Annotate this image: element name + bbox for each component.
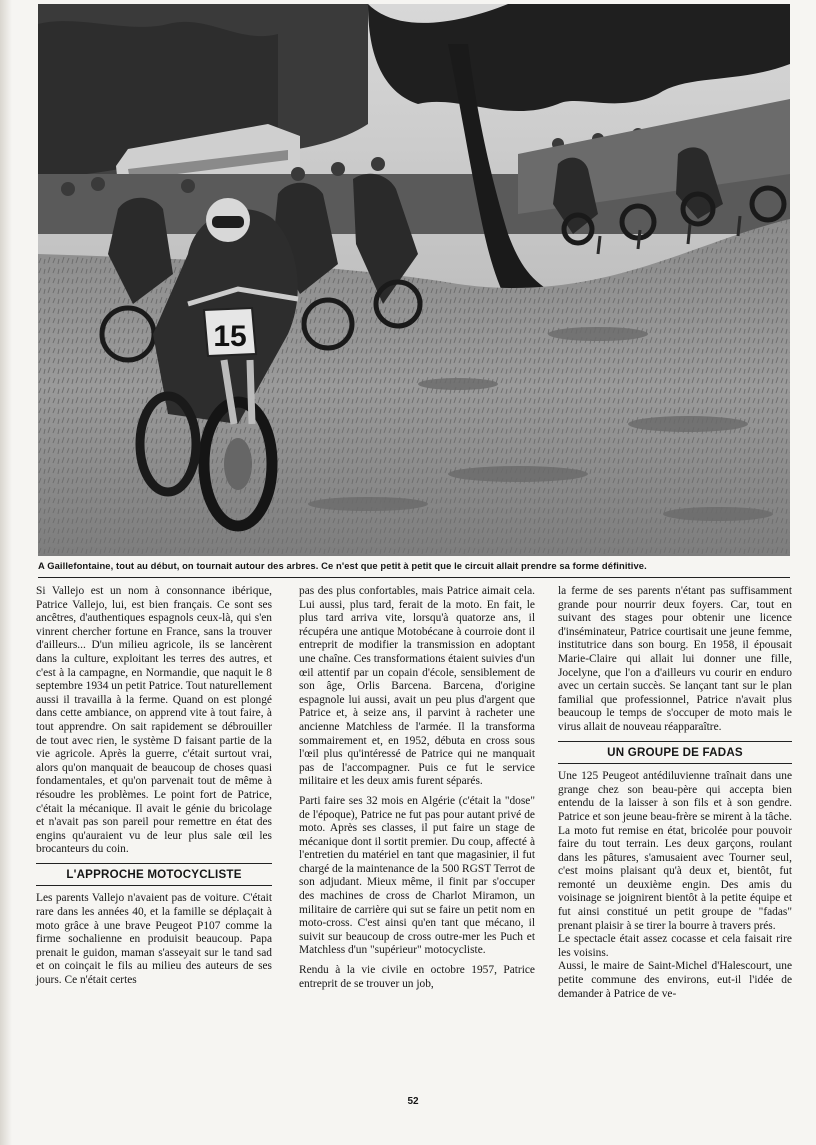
bib-number: 15 bbox=[213, 320, 247, 353]
caption-divider bbox=[38, 577, 790, 578]
page-edge bbox=[0, 0, 12, 1145]
paragraph: Le spectacle était assez cocasse et cela faisait rire les voisins. bbox=[558, 933, 792, 959]
motocross-photo bbox=[38, 4, 790, 556]
paragraph: Aussi, le maire de Saint-Michel d'Halescourt, une petite commune des environs, eut-il l'idée de demander à Patrice de ve- bbox=[558, 960, 792, 1000]
photo-caption: A Gaillefontaine, tout au début, on tournait autour des arbres. Ce n'est que petit à petit que le circuit allait prendre sa forme définitive. bbox=[38, 560, 647, 571]
article-column-1 bbox=[36, 585, 272, 988]
page-number: 52 bbox=[407, 1096, 419, 1107]
paragraph: Parti faire ses 32 mois en Algérie (c'était la "dose" de l'époque), Patrice ne fut pas pour autant privé de moto. Après ses classes, il put faire un stage de mécanique dont il sortit premier. Du coup, affecté à l'entretien du matériel en tant que magasinier, il fut chargé de la maintenance de la 500 RGST Terrot de son adjudant. Mieux même, il finit par s'occuper des machines de cross de Charlot Miramon, un militaire de carrière qui sut se faire un petit nom en moto-cross. C'est ainsi qu'en tant que mécano, il suivit sur beaucoup de cross outre-mer les Puch et Matchless d'un "supérieur" motocycliste. bbox=[299, 794, 535, 957]
article-column-3 bbox=[558, 585, 792, 1001]
paragraph: Une 125 Peugeot antédiluvienne traînait dans une grange chez son beau-père qui accepta bien entendu de la laisser à son fils et à son gendre. Patrice et son jeune beau-frère se mirent à la tâche. La moto fut remise en état, bricolée pour pouvoir faire du tout terrain. Les deux garçons, roulant dans les pâtures, s'amusaient avec Tourner seul, c'est moins plaisant qu'à deux et, bientôt, fut remonté un deuxième engin. Des amis du voisinage se joignirent bientôt à la petite équipe et fut ainsi constitué un petit groupe de "fadas" prenant plaisir à se tirer la bourre à travers prés. bbox=[558, 770, 792, 932]
section-heading-fadas: UN GROUPE DE FADAS bbox=[558, 741, 792, 765]
paragraph: pas des plus confortables, mais Patrice aimait cela. Lui aussi, plus tard, ferait de la moto. En fait, le plus tard arriva vite, lorsqu'à quatorze ans, il récupéra une antique Motobécane à courroie dont il entreprit de modifier la transmission en adoptant une chaîne. Ces transformations étaient suivies d'un œil attentif par un copain d'école, sensiblement de son âge, Orlis Barcena. Barcena, d'origine espagnole lui aussi, avait un peu plus d'argent que Patrice et, à seize ans, il parvint à racheter une ancienne Matchless de l'armée. Il la transforma sommairement et, en 1952, débuta en cross sous l'œil plus qu'intéressé de Patrice qui ne manquait pas de l'accompagner. Puis ce fut le service militaire et les deux amis furent séparés. bbox=[299, 585, 535, 788]
paragraph: la ferme de ses parents n'étant pas suffisamment grande pour nourrir deux foyers. Car, tout en suivant des stages pour obtenir une licence d'inséminateur, Patrice courtisait une jeune femme, institutrice dans son bourg. En 1958, il épousait Marie-Claire qui allait lui donner une fille, Jocelyne, que l'on a d'ailleurs vu courir en enduro avec un certain succès. Se lançant tant sur le plan familial que professionnel, Patrice n'avait plus beaucoup le temps de s'occuper de moto mais le virus allait de nouveau réapparaître. bbox=[558, 585, 792, 733]
section-heading-approche: L'APPROCHE MOTOCYCLISTE bbox=[36, 863, 272, 887]
article-column-2 bbox=[299, 585, 535, 991]
paragraph: Rendu à la vie civile en octobre 1957, Patrice entreprit de se trouver un job, bbox=[299, 964, 535, 990]
paragraph: Les parents Vallejo n'avaient pas de voiture. C'était rare dans les années 40, et la famille se déplaçait à moto grâce à une brave Peugeot P107 comme la firme sochalienne en produisit beaucoup. Papa prenait le guidon, maman s'asseyait sur le tand sad et on coinçait le fils au milieu des auteurs de ses jours. Ce n'était certes bbox=[36, 892, 272, 987]
paragraph: Si Vallejo est un nom à consonnance ibérique, Patrice Vallejo, lui, est bien français. Ce sont ses ancêtres, d'authentiques espagnols ceux-là, qui s'en vinrent chercher fortune en France, sans la trouver d'ailleurs... D'un milieu agricole, ils se lancèrent dans la culture, exploitant les terres des autres, et c'est à la campagne, en Normandie, que naquit le 8 septembre 1934 un petit Patrice. Tout naturellement aussi il travailla à la ferme. Quand on est plongé dans cette ambiance, on apprend vite à tout faire, à tout apprendre. On sait rapidement se débrouiller de tout avec rien, le système D faisant partie de la vie agricole. Après la guerre, c'était surtout vrai, alors qu'on manquait de beaucoup de choses quasi fondamentales, et qu'on parvenait tout de même à résoudre les problèmes. Le point fort de Patrice, c'était la mécanique. Il avait le génie du bricolage et n'avait pas son pareil pour remettre en état des engins qu'auraient vu de leur plus sale œil les brocanteurs du coin. bbox=[36, 585, 272, 856]
